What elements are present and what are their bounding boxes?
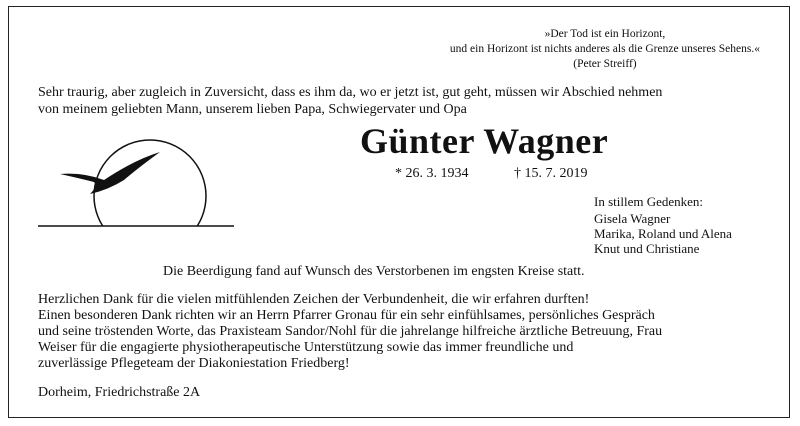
- mourners-block: [594, 194, 732, 256]
- thanks-line: und seine tröstenden Worte, das Praxisteam Sandor/Nohl für die jahrelange hilfreiche ärztliche Betreuung, Frau: [38, 324, 663, 339]
- quote-author: (Peter Streiff): [573, 58, 637, 70]
- intro-line-2: von meinem geliebten Mann, unserem lieben Papa, Schwiegervater und Opa: [38, 102, 467, 117]
- deceased-name: Günter Wagner: [360, 121, 609, 161]
- intro-line-1: Sehr traurig, aber zugleich in Zuversicht, dass es ihm da, wo er jetzt ist, gut geht, müssen wir Abschied nehmen: [38, 85, 663, 100]
- quote-line-2: und ein Horizont ist nichts anderes als die Grenze unseres Sehens.«: [449, 43, 760, 55]
- funeral-note: Die Beerdigung fand auf Wunsch des Verstorbenen im engsten Kreise statt.: [163, 264, 585, 279]
- mourner-name: Marika, Roland und Alena: [594, 226, 732, 241]
- thanks-block: [38, 292, 662, 372]
- thanks-line: zuverlässige Pflegeteam der Diakoniestation Friedberg!: [38, 356, 350, 371]
- quote-line-1: »Der Tod ist ein Horizont,: [544, 28, 666, 40]
- bird-over-setting-sun-icon: [38, 138, 234, 234]
- mourner-name: Gisela Wagner: [594, 211, 671, 226]
- birth-date: * 26. 3. 1934: [395, 166, 469, 181]
- address: Dorheim, Friedrichstraße 2A: [38, 385, 201, 400]
- death-date: † 15. 7. 2019: [514, 166, 588, 181]
- mourners-heading: In stillem Gedenken:: [594, 194, 704, 209]
- mourner-name: Knut und Christiane: [594, 241, 700, 256]
- thanks-line: Einen besonderen Dank richten wir an Herrn Pfarrer Gronau für ein sehr einfühlsames, persönliches Gespräch: [38, 308, 655, 323]
- quote-block: [450, 27, 760, 72]
- thanks-line: Weiser für die engagierte physiotherapeutische Unterstützung sowie das immer freundliche und: [38, 340, 574, 355]
- intro-text: [38, 84, 662, 118]
- thanks-line: Herzlichen Dank für die vielen mitfühlenden Zeichen der Verbundenheit, die wir erfahren durften!: [38, 292, 590, 307]
